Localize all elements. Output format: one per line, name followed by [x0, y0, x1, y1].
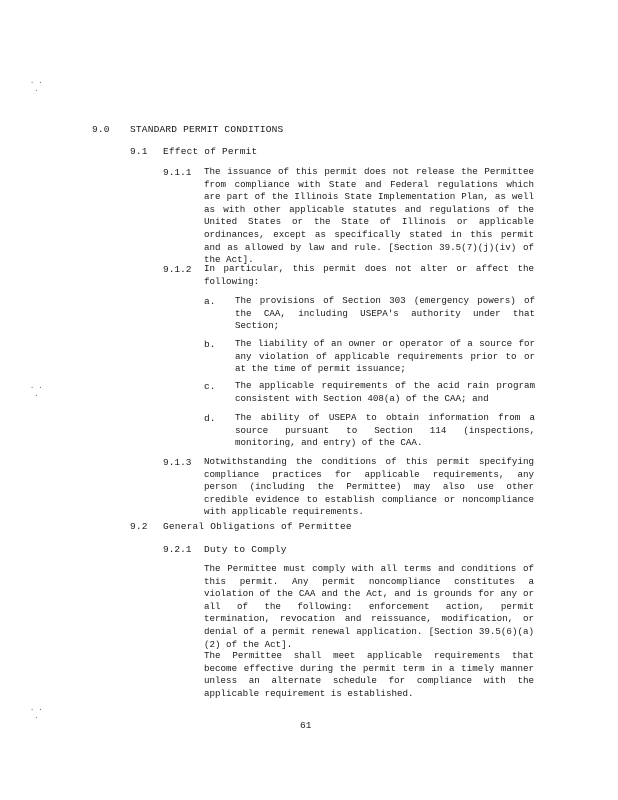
- paragraph-9-1-2: In particular, this permit does not alter or affect the following:: [204, 263, 534, 287]
- paragraph-number-9-1-2: 9.1.2: [163, 264, 192, 275]
- list-item-label-a: a.: [204, 296, 216, 307]
- page-number: 61: [300, 720, 312, 731]
- section-number: 9.0: [92, 124, 110, 135]
- margin-mark-middle: . . .: [30, 383, 43, 399]
- subsection-title-9-2: General Obligations of Permittee: [163, 521, 352, 532]
- list-item-text-d: The ability of USEPA to obtain information from a source pursuant to Section 114 (inspections, monitoring, and entry) of the CAA.: [235, 412, 535, 449]
- list-item-text-b: The liability of an owner or operator of a source for any violation of applicable requirements prior to or at the time of permit issuance;: [235, 338, 535, 375]
- list-item-label-c: c.: [204, 381, 216, 392]
- paragraph-9-1-1: The issuance of this permit does not release the Permittee from compliance with State and Federal regulations which are part of the Illinois State Implementation Plan, as well as with other applicable statutes and regulations of the United States or the State of Illinois or applicable ordinances, except as specifically stated in this permit and as allowed by law and rule. [Section 39.5(7)(j)(iv) of the Act].: [204, 166, 534, 266]
- list-item-text-a: The provisions of Section 303 (emergency powers) of the CAA, including USEPA's authority under that Section;: [235, 295, 535, 332]
- paragraph-9-1-3: Notwithstanding the conditions of this permit specifying compliance practices for applicable requirements, any person (including the Permittee) may also use other credible evidence to establish compliance or noncompliance with applicable requirements.: [204, 456, 534, 518]
- margin-mark-bottom: . . .: [30, 705, 43, 721]
- paragraph-9-2-1-part-2: The Permittee shall meet applicable requirements that become effective during the permit term in a timely manner unless an alternate schedule for compliance with the applicable requirement is established.: [204, 650, 534, 699]
- paragraph-number-9-2-1: 9.2.1: [163, 544, 192, 555]
- paragraph-9-2-1-part-1: The Permittee must comply with all terms and conditions of this permit. Any permit noncompliance constitutes a violation of the CAA and the Act, and is grounds for any or all of the following: enforcement action, permit termination, revocation and reissuance, modification, or denial of a permit renewal application. [Section 39.5(6)(a)(2) of the Act].: [204, 563, 534, 650]
- subsection-title-9-1: Effect of Permit: [163, 146, 258, 157]
- list-item-label-b: b.: [204, 339, 216, 350]
- subsection-number-9-2: 9.2: [130, 521, 148, 532]
- paragraph-title-9-2-1: Duty to Comply: [204, 544, 287, 555]
- margin-mark-top: . . .: [30, 78, 43, 94]
- list-item-label-d: d.: [204, 413, 216, 424]
- paragraph-number-9-1-3: 9.1.3: [163, 457, 192, 468]
- list-item-text-c: The applicable requirements of the acid rain program consistent with Section 408(a) of the CAA; and: [235, 380, 535, 404]
- subsection-number-9-1: 9.1: [130, 146, 148, 157]
- section-title: STANDARD PERMIT CONDITIONS: [130, 124, 284, 135]
- paragraph-number-9-1-1: 9.1.1: [163, 167, 192, 178]
